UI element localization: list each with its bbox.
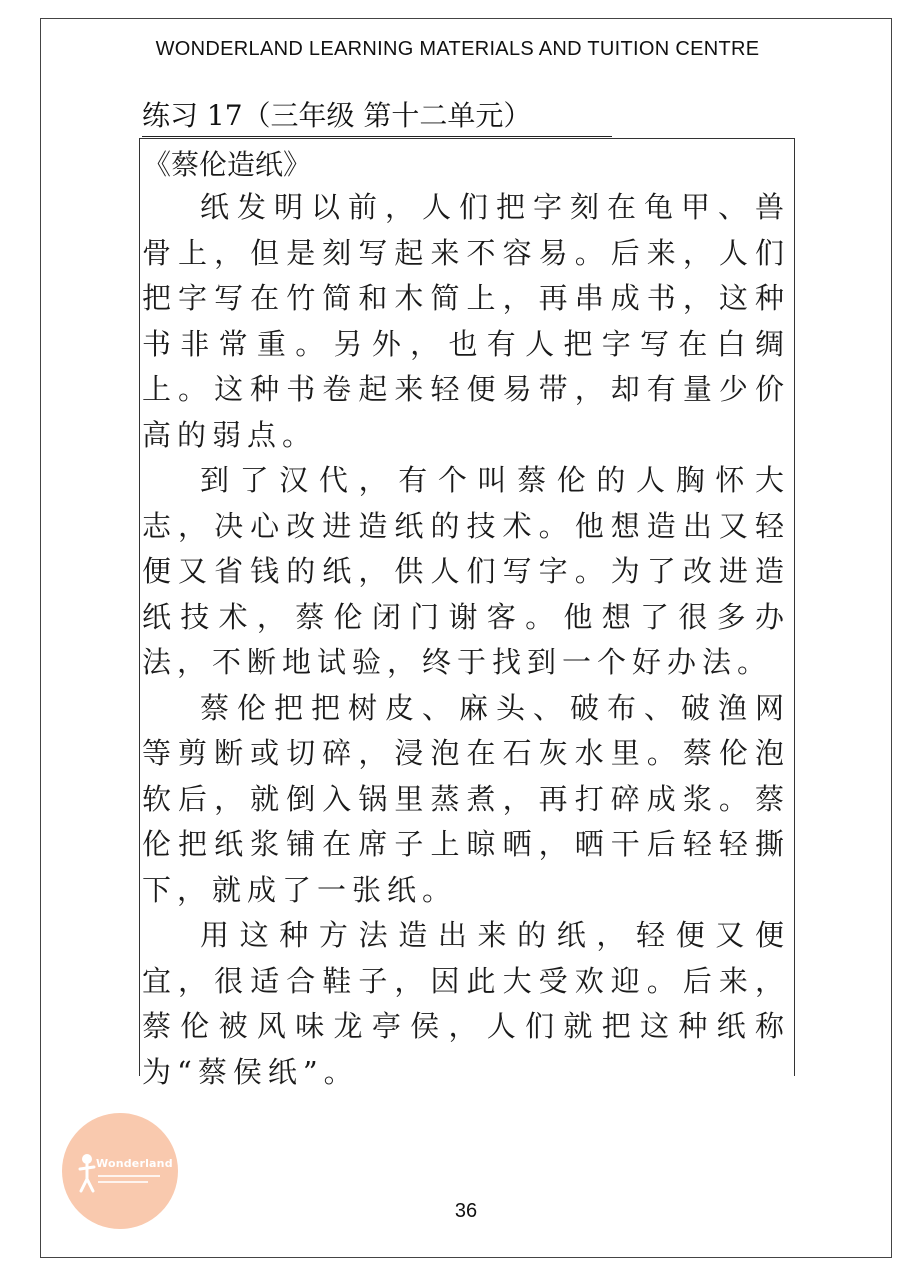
- paragraph: 用这种方法造出来的纸，轻便又便宜，很适合鞋子，因此大受欢迎。后来，蔡伦被风味龙亭侯，人们就把这种纸称为“蔡侯纸”。: [142, 918, 790, 1089]
- paragraph: 纸发明以前，人们把字刻在龟甲、兽骨上，但是刻写起来不容易。后来，人们把字写在竹简和木简上，再串成书，这种书非常重。另外，也有人把字写在白绸上。这种书卷起来轻便易带，却有量少价高的弱点。: [142, 190, 790, 452]
- centre-header: WONDERLAND LEARNING MATERIALS AND TUITION CENTRE: [155, 38, 760, 60]
- exercise-title: 练习 17（三年级 第十二单元）: [142, 94, 612, 137]
- paragraph: 到了汉代，有个叫蔡伦的人胸怀大志，决心改进造纸的技术。他想造出又轻便又省钱的纸，供人们写字。为了改进造纸技术，蔡伦闭门谢客。他想了很多办法，不断地试验，终于找到一个好办法。: [142, 463, 790, 679]
- logo-subtitle-lines: [98, 1175, 160, 1187]
- logo-text: Wonderland: [96, 1157, 173, 1170]
- page-number: 36: [454, 1200, 478, 1222]
- lesson-title: 《蔡伦造纸》: [143, 148, 312, 181]
- reading-passage: [142, 185, 790, 1095]
- child-figure-icon: [76, 1153, 98, 1193]
- paragraph: 蔡伦把把树皮、麻头、破布、破渔网等剪断或切碎，浸泡在石灰水里。蔡伦泡软后，就倒入锅里蒸煮，再打碎成浆。蔡伦把纸浆铺在席子上晾晒，晒干后轻轻撕下，就成了一张纸。: [142, 690, 790, 907]
